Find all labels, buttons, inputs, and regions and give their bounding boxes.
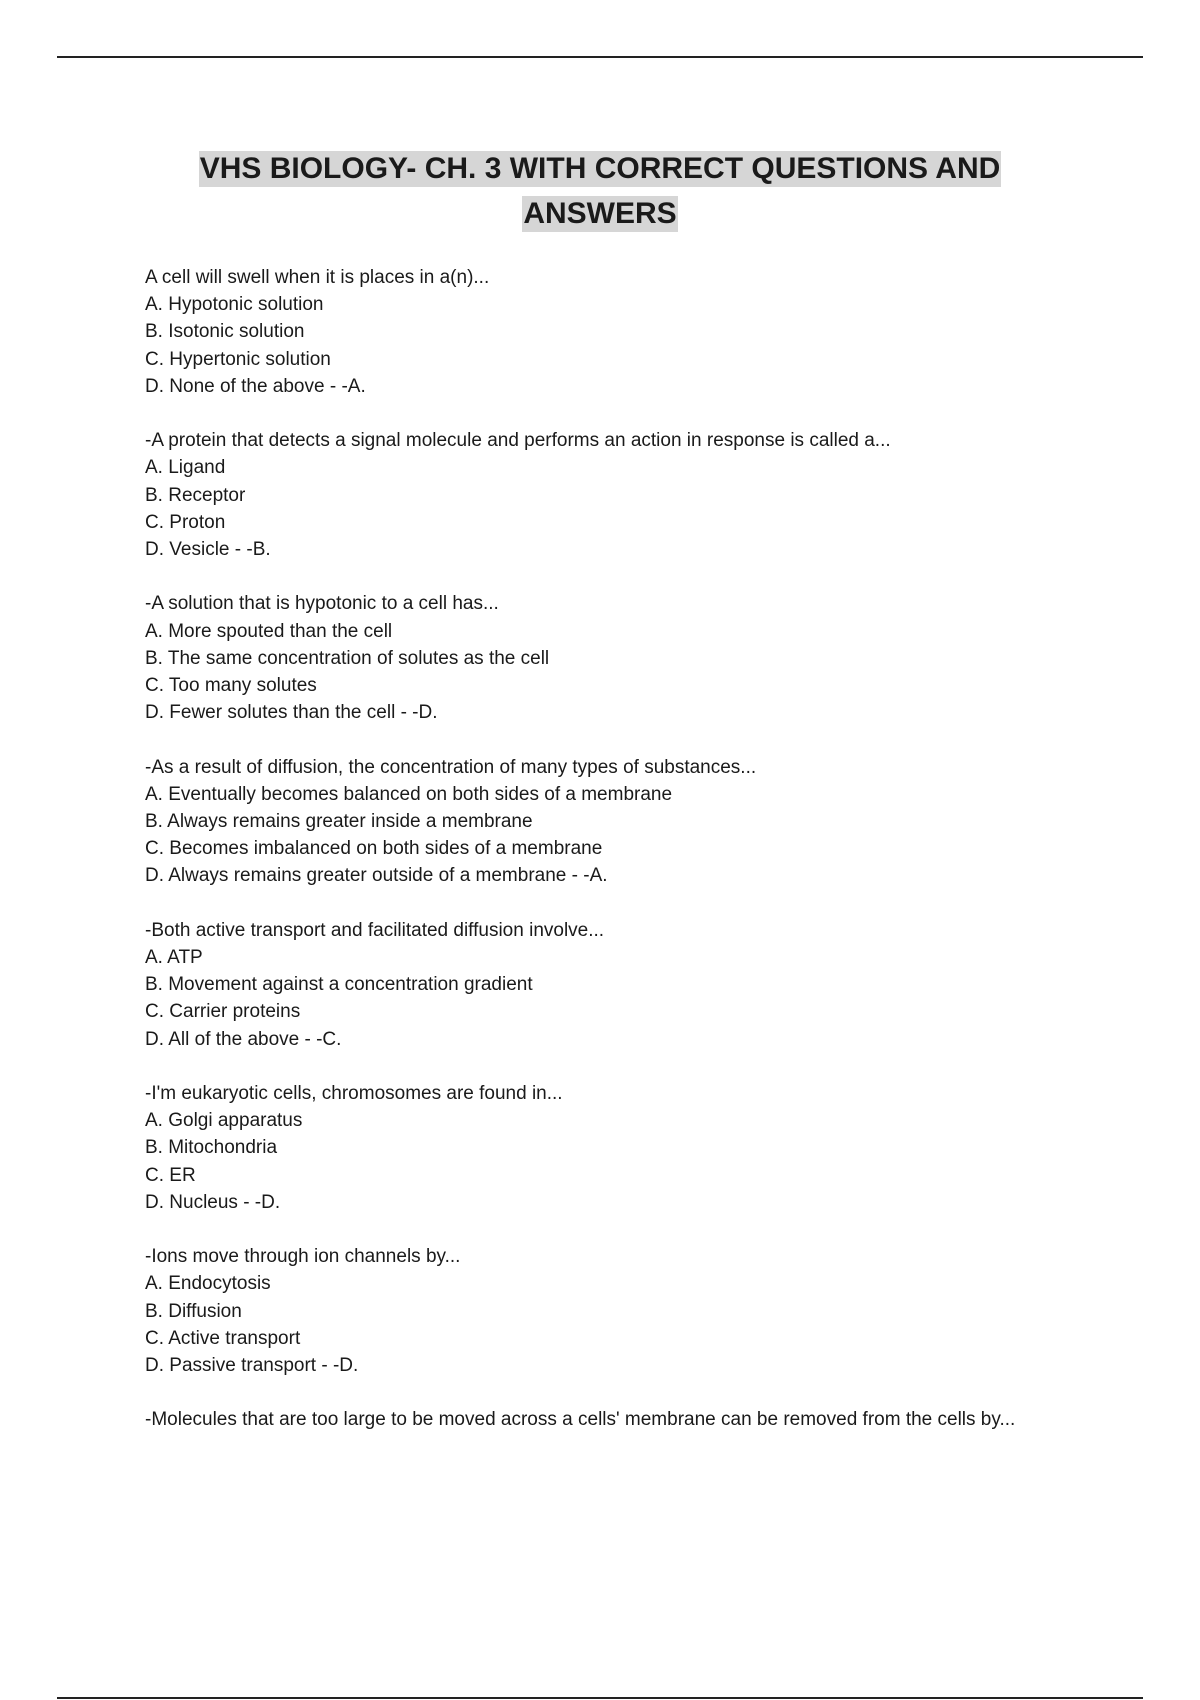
option-c: C. Proton — [145, 511, 226, 533]
question-5 — [145, 917, 1135, 1053]
option-b: B. Receptor — [145, 484, 246, 506]
option-c: C. ER — [145, 1164, 196, 1186]
question-2 — [145, 427, 1135, 563]
option-a: A. Hypotonic solution — [145, 294, 324, 316]
option-b: B. The same concentration of solutes as the cell — [145, 647, 550, 669]
question-6 — [145, 1080, 1135, 1216]
question-prompt: -Both active transport and facilitated diffusion involve... — [145, 919, 605, 941]
option-b: B. Isotonic solution — [145, 321, 305, 343]
option-b: B. Movement against a concentration gradient — [145, 974, 533, 996]
question-7 — [145, 1243, 1135, 1379]
title-line-2: ANSWERS — [523, 197, 677, 230]
option-c: C. Becomes imbalanced on both sides of a membrane — [145, 838, 603, 860]
top-rule — [57, 56, 1143, 58]
question-1 — [145, 264, 1135, 400]
option-a: A. ATP — [145, 947, 203, 969]
option-c: C. Active transport — [145, 1327, 301, 1349]
question-prompt: -Molecules that are too large to be moved across a cells' membrane can be removed from the cells by... — [145, 1409, 1016, 1431]
question-prompt: -A solution that is hypotonic to a cell has... — [145, 593, 499, 615]
option-d-answer: D. Always remains greater outside of a membrane - -A. — [145, 865, 608, 887]
question-prompt: -A protein that detects a signal molecule and performs an action in response is called a... — [145, 430, 891, 452]
option-c: C. Too many solutes — [145, 675, 317, 697]
option-d-answer: D. All of the above - -C. — [145, 1028, 342, 1050]
question-8 — [145, 1406, 1135, 1433]
option-b: B. Mitochondria — [145, 1137, 278, 1159]
bottom-rule — [57, 1697, 1143, 1699]
title-line-1: VHS BIOLOGY- CH. 3 WITH CORRECT QUESTIONS AND — [199, 152, 1001, 185]
question-prompt: A cell will swell when it is places in a(n)... — [145, 267, 490, 288]
question-list — [145, 264, 1135, 1461]
option-a: A. Golgi apparatus — [145, 1110, 303, 1132]
option-d-answer: D. Nucleus - -D. — [145, 1191, 281, 1213]
option-a: A. More spouted than the cell — [145, 620, 393, 642]
option-a: A. Ligand — [145, 457, 226, 479]
option-b: B. Diffusion — [145, 1300, 242, 1322]
option-d-answer: D. None of the above - -A. — [145, 375, 366, 397]
question-prompt: -As a result of diffusion, the concentration of many types of substances... — [145, 756, 757, 778]
option-c: C. Carrier proteins — [145, 1001, 301, 1023]
document-title — [100, 146, 1100, 236]
option-b: B. Always remains greater inside a membrane — [145, 811, 533, 833]
option-a: A. Eventually becomes balanced on both sides of a membrane — [145, 783, 673, 805]
question-3 — [145, 590, 1135, 726]
option-a: A. Endocytosis — [145, 1273, 271, 1295]
option-d-answer: D. Fewer solutes than the cell - -D. — [145, 702, 438, 724]
option-d-answer: D. Passive transport - -D. — [145, 1355, 359, 1377]
question-4 — [145, 754, 1135, 890]
question-prompt: -Ions move through ion channels by... — [145, 1246, 461, 1268]
option-c: C. Hypertonic solution — [145, 348, 331, 370]
option-d-answer: D. Vesicle - -B. — [145, 539, 271, 561]
question-prompt: -I'm eukaryotic cells, chromosomes are found in... — [145, 1083, 563, 1105]
